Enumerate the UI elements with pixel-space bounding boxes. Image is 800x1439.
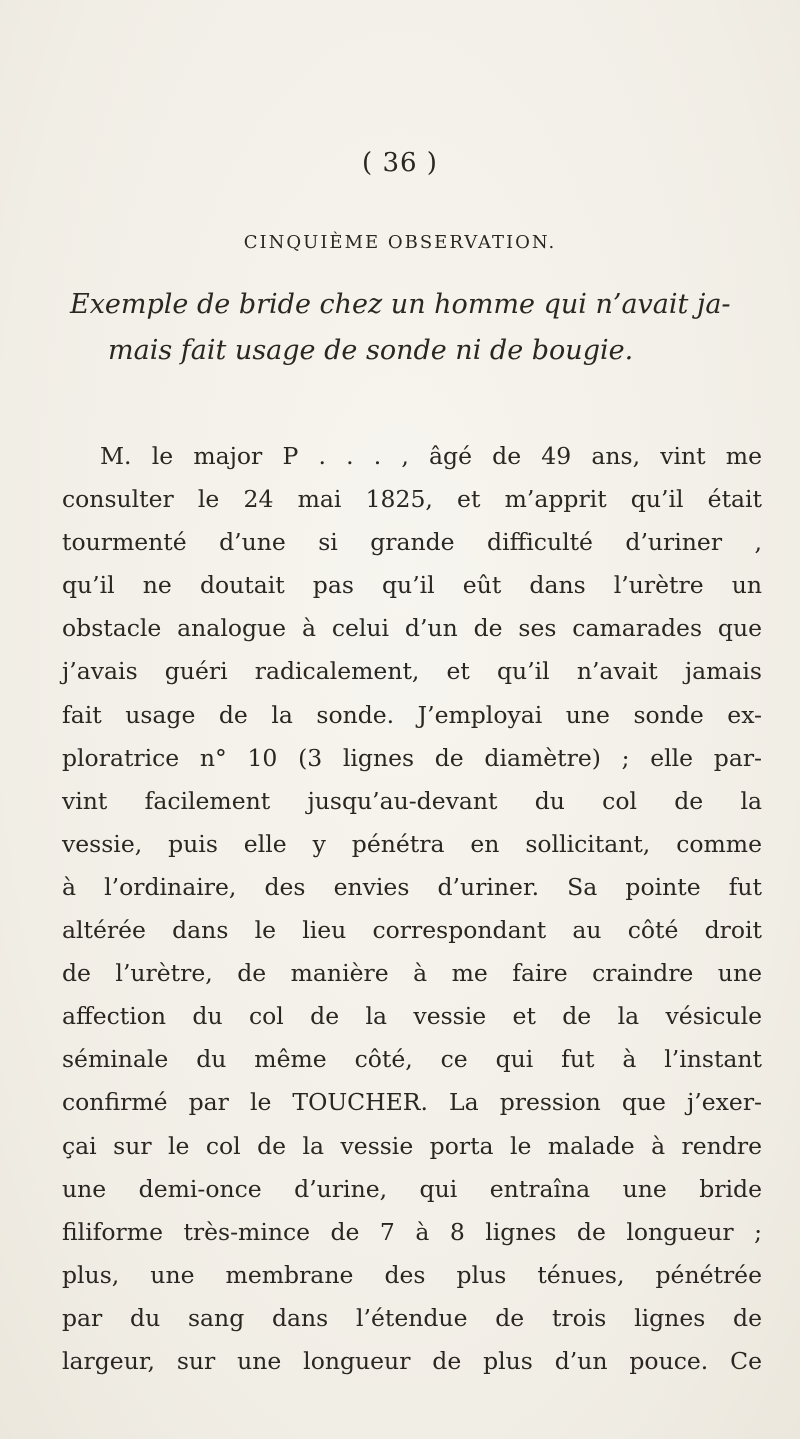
subtitle-line: Exemple de bride chez un homme qui n’avait ja- [70,289,731,320]
body-paragraph [62,435,762,1383]
body-line: plus, une membrane des plus ténues, pénétrée [62,1260,762,1289]
body-line: consulter le 24 mai 1825, et m’apprit qu’il était [62,485,762,514]
body-line: affection du col de la vessie et de la vésicule [62,1002,762,1031]
body-line: de l’urètre, de manière à me faire craindre une [62,959,762,988]
body-line: tourmenté d’une si grande difficulté d’uriner , [62,528,762,557]
body-line: çai sur le col de la vessie porta le malade à rendre [62,1131,762,1160]
body-line: à l’ordinaire, des envies d’uriner. Sa pointe fut [62,872,762,901]
body-line: séminale du même côté, ce qui fut à l’instant [62,1045,762,1074]
body-line: vessie, puis elle y pénétra en sollicitant, comme [62,829,762,858]
body-line: qu’il ne doutait pas qu’il eût dans l’urètre un [62,571,762,600]
observation-title: CINQUIÈME OBSERVATION. [243,232,557,253]
body-line: par du sang dans l’étendue de trois lignes de [62,1303,762,1332]
body-line: largeur, sur une longueur de plus d’un pouce. Ce [62,1346,762,1375]
body-line: une demi-once d’urine, qui entraîna une bride [62,1174,762,1203]
body-line: filiforme très-mince de 7 à 8 lignes de longueur ; [62,1217,762,1246]
body-line: vint facilement jusqu’au-devant du col de la [62,786,762,815]
subtitle-line: mais fait usage de sonde ni de bougie. [108,335,634,366]
body-line: ploratrice n° 10 (3 lignes de diamètre) ; elle par- [62,743,762,772]
body-line: j’avais guéri radicalement, et qu’il n’avait jamais [62,657,762,686]
observation-subtitle [70,282,750,374]
page-number: ( 36 ) [362,148,438,178]
body-line: confirmé par le TOUCHER. La pression que j’exer- [62,1088,762,1117]
body-line: M. le major P . . . , âgé de 49 ans, vint me [100,442,762,470]
body-line: fait usage de la sonde. J’employai une sonde ex- [62,700,762,729]
body-line: altérée dans le lieu correspondant au côté droit [62,916,762,945]
body-line: obstacle analogue à celui d’un de ses camarades que [62,614,762,643]
